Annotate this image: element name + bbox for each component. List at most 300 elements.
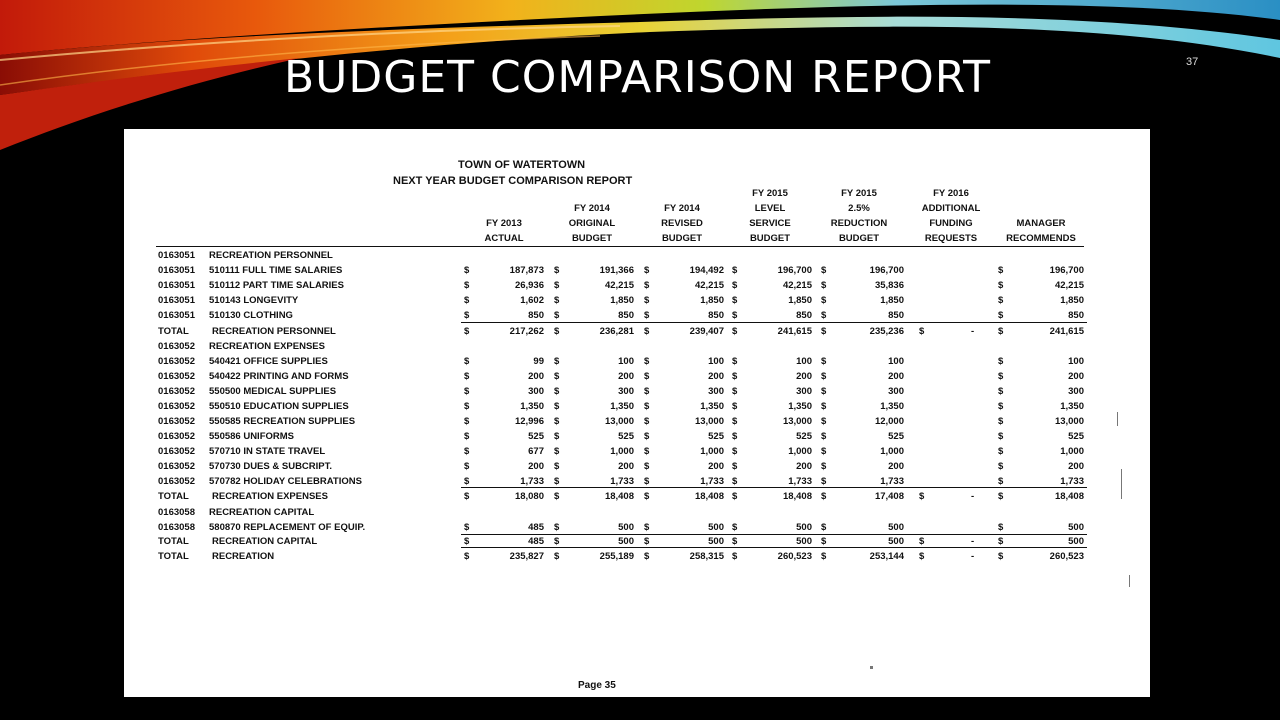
dollar-sign: $ [821, 326, 827, 337]
cell-value: 850 [618, 310, 634, 321]
dollar-sign: $ [464, 461, 470, 472]
row-code: 0163051 [158, 310, 195, 321]
dollar-sign: $ [732, 280, 738, 291]
row-code: 0163052 [158, 401, 195, 412]
table-row [124, 446, 1150, 460]
dollar-sign: $ [554, 431, 560, 442]
row-code: 0163052 [158, 371, 195, 382]
column-header-line: REVISED [661, 218, 703, 229]
dollar-sign: $ [464, 265, 470, 276]
cell-value: 525 [1068, 431, 1084, 442]
dollar-sign: $ [554, 522, 560, 533]
dollar-sign: $ [554, 446, 560, 457]
dollar-sign: $ [644, 265, 650, 276]
row-code: 0163052 [158, 386, 195, 397]
cell-value: 300 [888, 386, 904, 397]
dollar-sign: $ [644, 310, 650, 321]
cell-value: 1,350 [1060, 401, 1084, 412]
cell-value: 850 [888, 310, 904, 321]
dollar-sign: $ [554, 416, 560, 427]
dollar-sign: $ [554, 401, 560, 412]
cell-value: 100 [888, 356, 904, 367]
cell-value: 235,827 [509, 551, 544, 562]
column-header [637, 201, 727, 246]
column-header-line [459, 201, 549, 216]
column-header-line: MANAGER [1016, 218, 1066, 229]
table-row [124, 507, 1150, 521]
dollar-sign: $ [732, 401, 738, 412]
dollar-sign: $ [554, 295, 560, 306]
cell-value: 500 [796, 536, 812, 547]
cell-value: 1,350 [880, 401, 904, 412]
row-description: RECREATION EXPENSES [212, 491, 328, 502]
dollar-sign: $ [821, 386, 827, 397]
dollar-sign: $ [464, 401, 470, 412]
column-header-line: LEVEL [754, 203, 786, 214]
cell-value: 13,000 [1054, 416, 1084, 427]
dollar-sign: $ [998, 476, 1004, 487]
dollar-sign: $ [732, 522, 738, 533]
dollar-sign: $ [644, 522, 650, 533]
scan-speck [1117, 412, 1118, 426]
cell-value: 18,408 [694, 491, 724, 502]
dollar-sign: $ [919, 491, 925, 502]
column-header [547, 201, 637, 246]
row-code: 0163051 [158, 265, 195, 276]
dollar-sign: $ [464, 386, 470, 397]
dollar-sign: $ [464, 310, 470, 321]
cell-value: 500 [888, 536, 904, 547]
cell-value: 500 [796, 522, 812, 533]
column-header [906, 186, 996, 246]
table-row [124, 431, 1150, 445]
dollar-sign: $ [821, 416, 827, 427]
cell-value: 1,733 [610, 476, 634, 487]
row-code: 0163052 [158, 446, 195, 457]
column-header-line: FY 2016 [933, 188, 969, 199]
cell-value: 200 [796, 371, 812, 382]
table-row [124, 416, 1150, 430]
row-code: 0163052 [158, 416, 195, 427]
row-code: 0163052 [158, 476, 195, 487]
page-footer: Page 35 [578, 680, 616, 691]
dollar-sign: $ [998, 371, 1004, 382]
dollar-sign: $ [998, 310, 1004, 321]
dollar-sign: $ [554, 310, 560, 321]
cell-value: - [971, 536, 975, 547]
row-description: RECREATION PERSONNEL [212, 326, 336, 337]
row-description: 510112 PART TIME SALARIES [209, 280, 344, 291]
cell-value: 500 [1068, 522, 1084, 533]
dollar-sign: $ [644, 371, 650, 382]
cell-value: 200 [888, 461, 904, 472]
cell-value: 100 [796, 356, 812, 367]
row-description: RECREATION PERSONNEL [209, 250, 333, 261]
dollar-sign: $ [464, 371, 470, 382]
cell-value: 300 [708, 386, 724, 397]
cell-value: 1,000 [700, 446, 724, 457]
cell-value: 18,080 [514, 491, 544, 502]
column-header-line [996, 201, 1086, 216]
row-description: 580870 REPLACEMENT OF EQUIP. [209, 522, 366, 533]
dollar-sign: $ [998, 551, 1004, 562]
cell-value: 1,850 [880, 295, 904, 306]
table-row [124, 326, 1150, 340]
cell-value: 200 [1068, 461, 1084, 472]
dollar-sign: $ [644, 551, 650, 562]
cell-value: 1,733 [1060, 476, 1084, 487]
cell-value: 200 [528, 461, 544, 472]
dollar-sign: $ [998, 491, 1004, 502]
dollar-sign: $ [464, 476, 470, 487]
cell-value: 1,850 [788, 295, 812, 306]
dollar-sign: $ [464, 491, 470, 502]
cell-value: 200 [888, 371, 904, 382]
cell-value: 42,215 [782, 280, 812, 291]
cell-value: 1,000 [610, 446, 634, 457]
cell-value: 12,000 [874, 416, 904, 427]
dollar-sign: $ [554, 491, 560, 502]
column-header-line: FY 2014 [664, 203, 700, 214]
cell-value: 850 [528, 310, 544, 321]
dollar-sign: $ [998, 386, 1004, 397]
column-header-line: FY 2013 [486, 218, 522, 229]
cell-value: 35,836 [874, 280, 904, 291]
dollar-sign: $ [732, 310, 738, 321]
column-header-line: BUDGET [661, 233, 703, 244]
table-row [124, 401, 1150, 415]
row-code: 0163051 [158, 295, 195, 306]
cell-value: 200 [618, 371, 634, 382]
dollar-sign: $ [821, 522, 827, 533]
cell-value: 500 [618, 522, 634, 533]
column-header [814, 186, 904, 246]
dollar-sign: $ [998, 461, 1004, 472]
column-header-line: SERVICE [749, 218, 791, 229]
table-row [124, 491, 1150, 505]
column-header [459, 201, 549, 246]
dollar-sign: $ [644, 461, 650, 472]
dollar-sign: $ [464, 326, 470, 337]
table-row [124, 265, 1150, 279]
row-description: 550586 UNIFORMS [209, 431, 295, 442]
cell-value: 525 [618, 431, 634, 442]
row-code: 0163051 [158, 280, 195, 291]
dollar-sign: $ [998, 416, 1004, 427]
column-header-line: FY 2015 [841, 188, 877, 199]
cell-value: 500 [888, 522, 904, 533]
dollar-sign: $ [644, 326, 650, 337]
cell-value: 200 [796, 461, 812, 472]
cell-value: 1,850 [1060, 295, 1084, 306]
cell-value: 241,615 [777, 326, 812, 337]
cell-value: 300 [796, 386, 812, 397]
dollar-sign: $ [998, 401, 1004, 412]
column-header-line: FUNDING [929, 218, 973, 229]
table-row [124, 341, 1150, 355]
cell-value: 260,523 [1049, 551, 1084, 562]
cell-value: 525 [796, 431, 812, 442]
cell-value: 100 [708, 356, 724, 367]
cell-value: 500 [708, 522, 724, 533]
dollar-sign: $ [732, 326, 738, 337]
cell-value: 236,281 [599, 326, 634, 337]
table-row [124, 280, 1150, 294]
dollar-sign: $ [732, 356, 738, 367]
dollar-sign: $ [464, 536, 470, 547]
dollar-sign: $ [998, 536, 1004, 547]
subtotal-rule [461, 534, 1087, 535]
cell-value: 18,408 [782, 491, 812, 502]
report-town: TOWN OF WATERTOWN [458, 159, 586, 171]
dollar-sign: $ [821, 446, 827, 457]
subtotal-rule [461, 547, 1087, 548]
cell-value: 196,700 [1049, 265, 1084, 276]
dollar-sign: $ [732, 476, 738, 487]
cell-value: 1,733 [788, 476, 812, 487]
table-row [124, 295, 1150, 309]
cell-value: 677 [528, 446, 544, 457]
cell-value: 241,615 [1049, 326, 1084, 337]
cell-value: 13,000 [782, 416, 812, 427]
cell-value: 26,936 [514, 280, 544, 291]
dollar-sign: $ [821, 371, 827, 382]
row-description: 510130 CLOTHING [209, 310, 293, 321]
dollar-sign: $ [644, 356, 650, 367]
cell-value: 1,850 [700, 295, 724, 306]
cell-value: 1,350 [788, 401, 812, 412]
cell-value: 1,850 [610, 295, 634, 306]
row-description: 510143 LONGEVITY [209, 295, 299, 306]
cell-value: 1,733 [880, 476, 904, 487]
row-description: 540421 OFFICE SUPPLIES [209, 356, 328, 367]
cell-value: 500 [708, 536, 724, 547]
column-header-line: BUDGET [749, 233, 791, 244]
dollar-sign: $ [821, 295, 827, 306]
cell-value: 1,350 [520, 401, 544, 412]
cell-value: 12,996 [514, 416, 544, 427]
dollar-sign: $ [732, 386, 738, 397]
cell-value: - [971, 551, 975, 562]
subtotal-rule [461, 322, 1087, 323]
cell-value: 200 [1068, 371, 1084, 382]
cell-value: 1,602 [520, 295, 544, 306]
dollar-sign: $ [821, 536, 827, 547]
dollar-sign: $ [732, 536, 738, 547]
dollar-sign: $ [998, 265, 1004, 276]
cell-value: 500 [618, 536, 634, 547]
cell-value: - [971, 491, 975, 502]
cell-value: 217,262 [509, 326, 544, 337]
row-code: TOTAL [158, 491, 189, 502]
dollar-sign: $ [998, 522, 1004, 533]
dollar-sign: $ [732, 491, 738, 502]
dollar-sign: $ [998, 326, 1004, 337]
column-header [996, 201, 1086, 246]
row-code: 0163052 [158, 356, 195, 367]
cell-value: 500 [1068, 536, 1084, 547]
cell-value: 18,408 [604, 491, 634, 502]
dollar-sign: $ [644, 476, 650, 487]
dollar-sign: $ [554, 386, 560, 397]
table-row [124, 250, 1150, 264]
dollar-sign: $ [464, 356, 470, 367]
cell-value: 850 [796, 310, 812, 321]
cell-value: 239,407 [689, 326, 724, 337]
cell-value: 18,408 [1054, 491, 1084, 502]
column-header-line: ORIGINAL [568, 218, 616, 229]
column-header-line: REDUCTION [830, 218, 888, 229]
cell-value: 255,189 [599, 551, 634, 562]
dollar-sign: $ [998, 431, 1004, 442]
cell-value: 13,000 [604, 416, 634, 427]
cell-value: 258,315 [689, 551, 724, 562]
cell-value: 42,215 [1054, 280, 1084, 291]
dollar-sign: $ [821, 476, 827, 487]
dollar-sign: $ [644, 295, 650, 306]
cell-value: 485 [528, 536, 544, 547]
cell-value: 100 [618, 356, 634, 367]
dollar-sign: $ [998, 446, 1004, 457]
row-description: 550585 RECREATION SUPPLIES [209, 416, 356, 427]
dollar-sign: $ [464, 551, 470, 562]
dollar-sign: $ [554, 280, 560, 291]
cell-value: 17,408 [874, 491, 904, 502]
dollar-sign: $ [644, 446, 650, 457]
table-row [124, 551, 1150, 565]
cell-value: 525 [528, 431, 544, 442]
cell-value: 200 [708, 371, 724, 382]
dollar-sign: $ [998, 280, 1004, 291]
row-description: 570782 HOLIDAY CELEBRATIONS [209, 476, 362, 487]
table-row [124, 461, 1150, 475]
dollar-sign: $ [464, 295, 470, 306]
cell-value: 525 [708, 431, 724, 442]
dollar-sign: $ [919, 326, 925, 337]
dollar-sign: $ [732, 431, 738, 442]
cell-value: 194,492 [689, 265, 724, 276]
dollar-sign: $ [464, 431, 470, 442]
dollar-sign: $ [919, 536, 925, 547]
scan-speck [1129, 575, 1130, 587]
subtotal-rule [461, 487, 1087, 488]
column-header-line: RECOMMENDS [1006, 233, 1076, 244]
row-code: 0163051 [158, 250, 195, 261]
row-code: TOTAL [158, 326, 189, 337]
row-description: 510111 FULL TIME SALARIES [209, 265, 343, 276]
table-row [124, 371, 1150, 385]
column-header-line: ADDITIONAL [921, 203, 981, 214]
dollar-sign: $ [732, 371, 738, 382]
column-header-line: BUDGET [838, 233, 880, 244]
slide-number: 37 [1186, 56, 1199, 68]
cell-value: 1,000 [1060, 446, 1084, 457]
cell-value: 253,144 [869, 551, 904, 562]
row-code: 0163052 [158, 461, 195, 472]
cell-value: 300 [1068, 386, 1084, 397]
dollar-sign: $ [644, 431, 650, 442]
row-description: 550510 EDUCATION SUPPLIES [209, 401, 349, 412]
cell-value: 42,215 [604, 280, 634, 291]
row-description: RECREATION [212, 551, 275, 562]
cell-value: 1,000 [880, 446, 904, 457]
row-code: 0163058 [158, 522, 195, 533]
cell-value: 13,000 [694, 416, 724, 427]
dollar-sign: $ [821, 280, 827, 291]
dollar-sign: $ [554, 356, 560, 367]
cell-value: 42,215 [694, 280, 724, 291]
row-description: RECREATION EXPENSES [209, 341, 325, 352]
cell-value: - [971, 326, 975, 337]
dollar-sign: $ [554, 326, 560, 337]
dollar-sign: $ [554, 551, 560, 562]
dollar-sign: $ [464, 280, 470, 291]
cell-value: 300 [528, 386, 544, 397]
dollar-sign: $ [464, 446, 470, 457]
dollar-sign: $ [554, 461, 560, 472]
dollar-sign: $ [732, 461, 738, 472]
cell-value: 187,873 [509, 265, 544, 276]
dollar-sign: $ [732, 265, 738, 276]
row-description: 550500 MEDICAL SUPPLIES [209, 386, 337, 397]
row-code: TOTAL [158, 536, 189, 547]
cell-value: 1,350 [700, 401, 724, 412]
cell-value: 485 [528, 522, 544, 533]
dollar-sign: $ [821, 401, 827, 412]
column-header-line: 2.5% [848, 203, 870, 214]
dollar-sign: $ [644, 386, 650, 397]
dollar-sign: $ [821, 551, 827, 562]
dollar-sign: $ [644, 536, 650, 547]
row-code: 0163052 [158, 431, 195, 442]
report-subtitle: NEXT YEAR BUDGET COMPARISON REPORT [393, 175, 633, 187]
cell-value: 1,733 [520, 476, 544, 487]
row-code: 0163058 [158, 507, 195, 518]
dollar-sign: $ [644, 491, 650, 502]
row-code: 0163052 [158, 341, 195, 352]
column-header-line: REQUESTS [924, 233, 978, 244]
cell-value: 1,350 [610, 401, 634, 412]
dollar-sign: $ [464, 522, 470, 533]
dollar-sign: $ [732, 416, 738, 427]
row-description: 570730 DUES & SUBCRIPT. [209, 461, 333, 472]
column-header [725, 186, 815, 246]
row-description: 540422 PRINTING AND FORMS [209, 371, 349, 382]
dollar-sign: $ [821, 310, 827, 321]
dollar-sign: $ [464, 416, 470, 427]
dollar-sign: $ [732, 551, 738, 562]
dollar-sign: $ [554, 265, 560, 276]
cell-value: 200 [528, 371, 544, 382]
dollar-sign: $ [998, 356, 1004, 367]
dollar-sign: $ [821, 356, 827, 367]
dollar-sign: $ [644, 401, 650, 412]
cell-value: 196,700 [777, 265, 812, 276]
dollar-sign: $ [644, 280, 650, 291]
cell-value: 525 [888, 431, 904, 442]
column-header-line: BUDGET [571, 233, 613, 244]
row-code: TOTAL [158, 551, 189, 562]
column-header-line: ACTUAL [484, 233, 524, 244]
column-header-line: FY 2015 [752, 188, 788, 199]
dollar-sign: $ [554, 536, 560, 547]
cell-value: 1,733 [700, 476, 724, 487]
cell-value: 200 [708, 461, 724, 472]
dollar-sign: $ [732, 446, 738, 457]
slide-title: BUDGET COMPARISON REPORT [284, 52, 991, 103]
column-header-line: FY 2014 [574, 203, 610, 214]
dollar-sign: $ [998, 295, 1004, 306]
